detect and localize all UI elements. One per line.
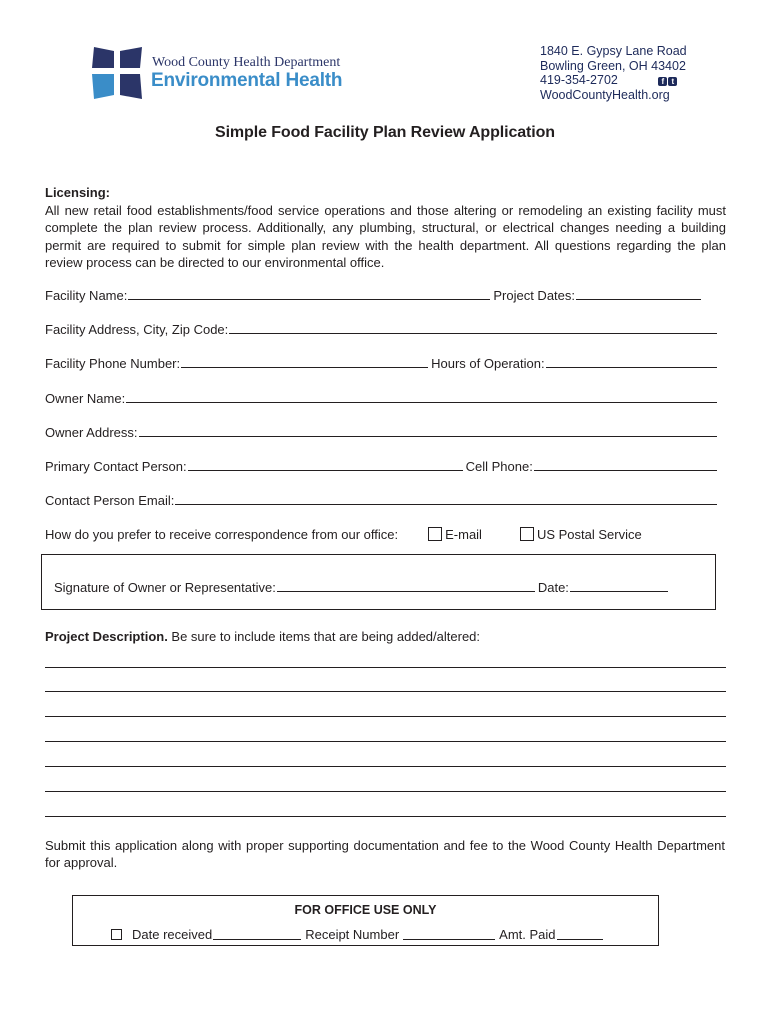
primary-contact-label: Primary Contact Person: — [45, 459, 187, 474]
wood-county-logo — [90, 45, 144, 101]
receipt-number-field[interactable] — [403, 927, 495, 940]
date-received-checkbox[interactable] — [111, 929, 122, 940]
facility-name-label: Facility Name: — [45, 288, 128, 303]
project-description-heading — [45, 629, 480, 644]
owner-name-label: Owner Name: — [45, 391, 126, 406]
hours-field[interactable] — [546, 355, 717, 368]
contact-info — [540, 44, 687, 102]
date-received-field[interactable] — [213, 927, 301, 940]
office-use-box — [72, 895, 659, 946]
phone-number: 419-354-2702 — [540, 73, 618, 87]
signature-row — [54, 577, 704, 595]
cell-phone-label: Cell Phone: — [465, 459, 533, 474]
description-line[interactable] — [45, 691, 726, 692]
primary-contact-field[interactable] — [188, 458, 463, 471]
licensing-heading: Licensing: — [45, 185, 111, 200]
postal-option-label: US Postal Service — [536, 527, 642, 542]
form-title: Simple Food Facility Plan Review Application — [215, 124, 555, 141]
signature-date-field[interactable] — [570, 579, 668, 592]
cell-phone-field[interactable] — [534, 458, 717, 471]
description-line[interactable] — [45, 816, 726, 817]
facility-phone-row — [45, 353, 720, 371]
description-line[interactable] — [45, 766, 726, 767]
facility-address-row — [45, 319, 720, 337]
contact-email-row — [45, 490, 720, 508]
submit-instructions: Submit this application along with proper supporting documentation and fee to the Wood County Health Department for approval. — [45, 838, 725, 870]
description-line[interactable] — [45, 716, 726, 717]
website-link: WoodCountyHealth.org — [540, 87, 670, 102]
description-line[interactable] — [45, 791, 726, 792]
description-line[interactable] — [45, 667, 726, 668]
primary-contact-row — [45, 456, 720, 474]
postal-checkbox[interactable] — [520, 527, 534, 541]
project-dates-label: Project Dates: — [493, 288, 576, 303]
facility-name-field[interactable] — [128, 287, 490, 300]
postal-option[interactable] — [520, 527, 642, 542]
contact-email-label: Contact Person Email: — [45, 493, 175, 508]
receipt-number-label: Receipt Number — [305, 927, 400, 942]
correspondence-row — [45, 524, 735, 542]
address-line-2: Bowling Green, OH 43402 — [540, 58, 686, 73]
facility-name-row — [45, 285, 720, 303]
owner-name-row — [45, 388, 720, 406]
amt-paid-label: Amt. Paid — [499, 927, 556, 942]
owner-address-row — [45, 422, 720, 440]
correspondence-question: How do you prefer to receive correspondence from our office: — [45, 527, 399, 542]
project-description-title: Project Description. — [45, 629, 168, 644]
contact-email-field[interactable] — [175, 492, 717, 505]
owner-name-field[interactable] — [126, 390, 717, 403]
signature-label: Signature of Owner or Representative: — [54, 580, 276, 595]
signature-field[interactable] — [277, 579, 535, 592]
division-name: Environmental Health — [151, 70, 343, 91]
office-use-row — [111, 927, 607, 942]
department-name: Wood County Health Department — [152, 55, 341, 70]
description-line[interactable] — [45, 741, 726, 742]
project-dates-field[interactable] — [576, 287, 701, 300]
facility-address-label: Facility Address, City, Zip Code: — [45, 322, 229, 337]
hours-label: Hours of Operation: — [431, 356, 545, 371]
email-option[interactable] — [428, 527, 482, 542]
twitter-icon: t — [668, 77, 677, 86]
owner-address-label: Owner Address: — [45, 425, 138, 440]
phone-line — [540, 73, 687, 88]
signature-box — [41, 554, 716, 610]
email-option-label: E-mail — [445, 527, 482, 542]
licensing-paragraph: All new retail food establishments/food service operations and those altering or remodeling an existing facility must complete the plan review process. Additionally, any plumbing, structural, or electrical changes needing a building permit are required to submit for simple plan review with the health department. All questions regarding the plan review process can be directed to our environmental office. — [45, 203, 726, 270]
facility-phone-field[interactable] — [181, 355, 428, 368]
social-icons — [657, 73, 677, 88]
date-received-label: Date received — [132, 927, 213, 942]
facility-address-field[interactable] — [229, 321, 717, 334]
address-line-1: 1840 E. Gypsy Lane Road — [540, 44, 687, 58]
facebook-icon: f — [658, 77, 667, 86]
signature-date-label: Date: — [537, 580, 569, 595]
email-checkbox[interactable] — [428, 527, 442, 541]
amt-paid-field[interactable] — [557, 927, 603, 940]
facility-phone-label: Facility Phone Number: — [45, 356, 181, 371]
owner-address-field[interactable] — [139, 424, 718, 437]
project-description-instruction: Be sure to include items that are being added/altered: — [167, 629, 481, 644]
office-use-title: FOR OFFICE USE ONLY — [294, 903, 437, 917]
